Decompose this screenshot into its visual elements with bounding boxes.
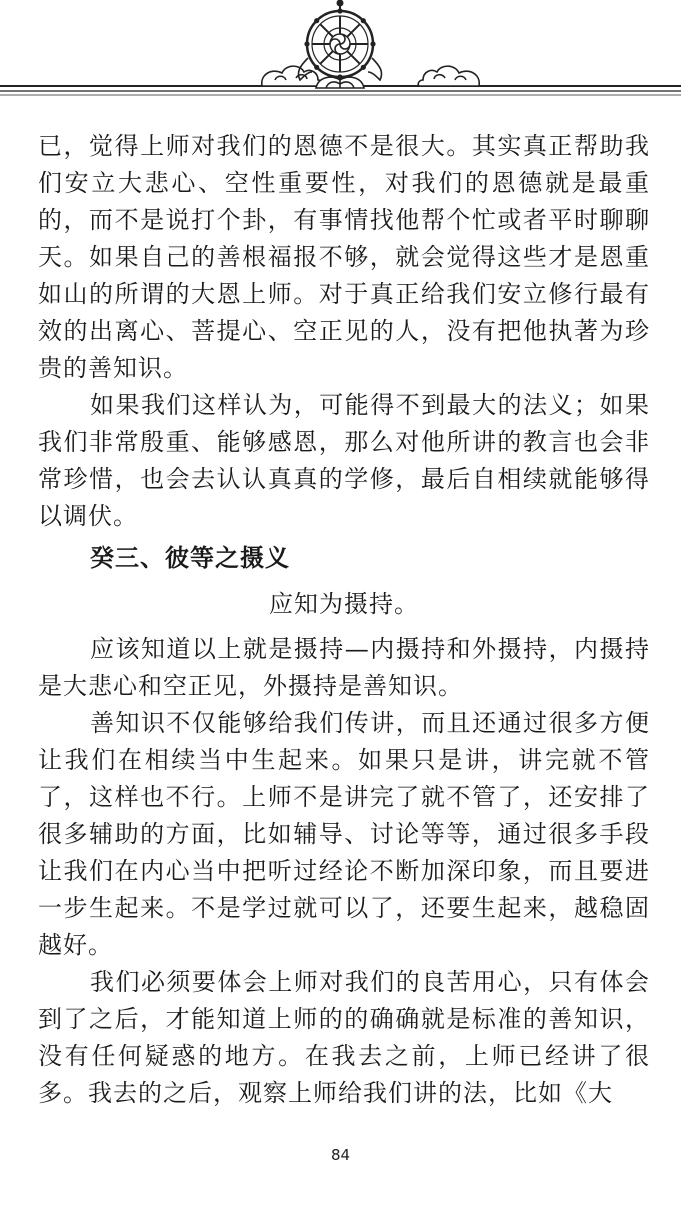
dharma-wheel-icon: [304, 0, 375, 80]
header-ornament: [0, 0, 681, 110]
paragraph: 应该知道以上就是摄持—内摄持和外摄持，内摄持是大悲心和空正见，外摄持是善知识。: [38, 635, 650, 700]
paragraph: 如果我们这样认为，可能得不到最大的法义；如果我们非常殷重、能够感恩，那么对他所讲的教言也会非常珍惜，也会去认认真真的学修，最后自相续就能够得以调伏。: [38, 391, 650, 530]
page-number: 84: [330, 1146, 351, 1164]
cloud-left-icon: [262, 66, 323, 86]
cloud-right-icon: [418, 66, 479, 86]
paragraph: 已，觉得上师对我们的恩德不是很大。其实真正帮助我们安立大悲心、空性重要性，对我们的恩德就是最重的，而不是说打个卦，有事情找他帮个忙或者平时聊聊天。如果自己的善根福报不够，就会觉得这些才是恩重如山的所谓的大恩上师。对于真正给我们安立修行最有效的出离心、菩提心、空正见的人，没有把他执著为珍贵的善知识。: [38, 132, 650, 382]
paragraph: 我们必须要体会上师对我们的良苦用心，只有体会到了之后，才能知道上师的的确确就是标准的善知识，没有任何疑惑的地方。在我去之前，上师已经讲了很多。我去的之后，观察上师给我们讲的法，比如《大: [38, 968, 650, 1107]
verse-line: 应知为摄持。: [269, 590, 419, 618]
paragraph: 善知识不仅能够给我们传讲，而且还通过很多方便让我们在相续当中生起来。如果只是讲，讲完就不管了，这样也不行。上师不是讲完了就不管了，还安排了很多辅助的方面，比如辅导、讨论等等，通过很多手段让我们在内心当中把听过经论不断加深印象，而且要进一步生起来。不是学过就可以了，还要生起来，越稳固越好。: [38, 709, 650, 959]
section-heading: 癸三、彼等之摄义: [90, 543, 290, 572]
page-header: [0, 0, 681, 110]
page-body: [38, 128, 650, 1112]
